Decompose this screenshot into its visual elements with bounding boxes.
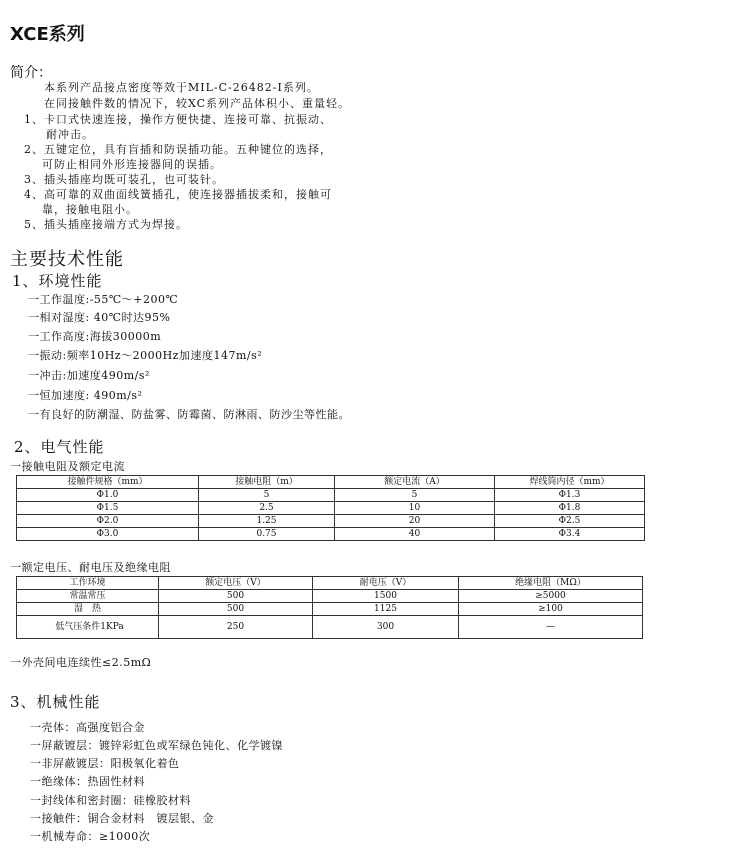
table-cell: 300 — [313, 616, 459, 639]
table-cell: ≥5000 — [459, 590, 643, 603]
continuity-text: 一外壳间电连续性≤2.5mΩ — [10, 656, 152, 669]
intro-line: 可防止相同外形连接器间的误插。 — [42, 158, 222, 171]
table-row — [17, 502, 645, 515]
mech-item: 一屏蔽镀层：镀锌彩虹色或军绿色钝化、化学镀镍 — [30, 739, 283, 752]
intro-line: 1、卡口式快速连接，操作方便快捷、连接可靠、抗振动、 — [24, 113, 332, 126]
table-row — [17, 515, 645, 528]
table-cell: 1125 — [313, 603, 459, 616]
intro-line: 耐冲击。 — [46, 128, 94, 141]
table-row — [17, 590, 643, 603]
table-header-cell: 工作环境 — [17, 577, 159, 590]
env-item: 一相对湿度: 40℃时达95% — [28, 311, 171, 324]
intro-line: 2、五键定位，具有盲插和防误插功能。五种键位的选择， — [24, 143, 332, 156]
env-item: 一工作高度:海拔30000m — [28, 330, 162, 343]
intro-line: 5、插头插座接端方式为焊接。 — [24, 218, 188, 231]
table-cell: 5 — [335, 489, 495, 502]
table-cell: 20 — [335, 515, 495, 528]
table-header-cell: 耐电压（V） — [313, 577, 459, 590]
intro-heading: 简介： — [10, 65, 52, 81]
table-header-cell: 额定电流（A） — [335, 476, 495, 489]
page-title: XCE系列 — [10, 24, 85, 45]
env-item: 一工作温度:-55℃～+200℃ — [28, 293, 179, 306]
contact-table — [16, 475, 645, 541]
table-cell: 5 — [199, 489, 335, 502]
mech-item: 一机械寿命：≥1000次 — [30, 830, 151, 843]
intro-line: 3、插头插座均既可装孔，也可装针。 — [24, 173, 224, 186]
table-cell: Φ1.5 — [17, 502, 199, 515]
table-row — [17, 528, 645, 541]
table-row — [17, 603, 643, 616]
table1-caption: 一接触电阻及额定电流 — [10, 460, 125, 473]
table-cell: Φ1.3 — [495, 489, 645, 502]
table-cell: 1500 — [313, 590, 459, 603]
mech-item: 一绝缘体：热固性材料 — [30, 775, 145, 788]
table-cell: 2.5 — [199, 502, 335, 515]
table-cell: Φ2.0 — [17, 515, 199, 528]
mech-item: 一接触件：铜合金材料 镀层银、金 — [30, 812, 214, 825]
main-heading: 主要技术性能 — [10, 249, 124, 270]
table-cell: 常温常压 — [17, 590, 159, 603]
mech-item: 一封线体和密封圈：硅橡胶材料 — [30, 794, 191, 807]
table-cell: 500 — [159, 603, 313, 616]
table-cell: 低气压条件1KPa — [17, 616, 159, 639]
table-cell: — — [459, 616, 643, 639]
table-cell: Φ1.0 — [17, 489, 199, 502]
env-item: 一振动:频率10Hz～2000Hz加速度147m/s² — [28, 349, 263, 362]
table-header-row — [17, 476, 645, 489]
table-cell: 40 — [335, 528, 495, 541]
table-cell: 0.75 — [199, 528, 335, 541]
table-cell: 250 — [159, 616, 313, 639]
mech-heading: 3、机械性能 — [10, 693, 101, 711]
table-cell: Φ3.4 — [495, 528, 645, 541]
table2-caption: 一额定电压、耐电压及绝缘电阻 — [10, 561, 171, 574]
table-cell: 10 — [335, 502, 495, 515]
mech-item: 一非屏蔽镀层：阳极氧化着色 — [30, 757, 180, 770]
table-row — [17, 489, 645, 502]
voltage-table — [16, 576, 643, 639]
table-cell: Φ3.0 — [17, 528, 199, 541]
intro-line: 靠，接触电阻小。 — [42, 203, 138, 216]
table-header-cell: 绝缘电阻（MΩ） — [459, 577, 643, 590]
intro-line: 在同接触件数的情况下，较XC系列产品体积小、重量轻。 — [44, 97, 351, 110]
intro-line: 本系列产品接点密度等效于MIL-C-26482-Ⅰ系列。 — [44, 81, 319, 94]
table-header-cell: 接触电阻（m） — [199, 476, 335, 489]
table-cell: 1.25 — [199, 515, 335, 528]
table-cell: Φ1.8 — [495, 502, 645, 515]
table-cell: 湿 热 — [17, 603, 159, 616]
table-cell: Φ2.5 — [495, 515, 645, 528]
env-item: 一有良好的防潮湿、防盐雾、防霉菌、防淋雨、防沙尘等性能。 — [28, 408, 350, 421]
intro-line: 4、高可靠的双曲面线簧插孔，使连接器插拔柔和，接触可 — [24, 188, 332, 201]
elec-heading: 2、电气性能 — [14, 438, 105, 456]
env-item: 一恒加速度: 490m/s² — [28, 389, 143, 402]
table-row — [17, 616, 643, 639]
table-header-row — [17, 577, 643, 590]
env-item: 一冲击:加速度490m/s² — [28, 369, 150, 382]
table-cell: 500 — [159, 590, 313, 603]
table-header-cell: 接触件规格（mm） — [17, 476, 199, 489]
table-cell: ≥100 — [459, 603, 643, 616]
table-header-cell: 焊线筒内径（mm） — [495, 476, 645, 489]
mech-item: 一壳体：高强度铝合金 — [30, 721, 145, 734]
env-heading: 1、环境性能 — [12, 272, 103, 290]
table-header-cell: 额定电压（V） — [159, 577, 313, 590]
